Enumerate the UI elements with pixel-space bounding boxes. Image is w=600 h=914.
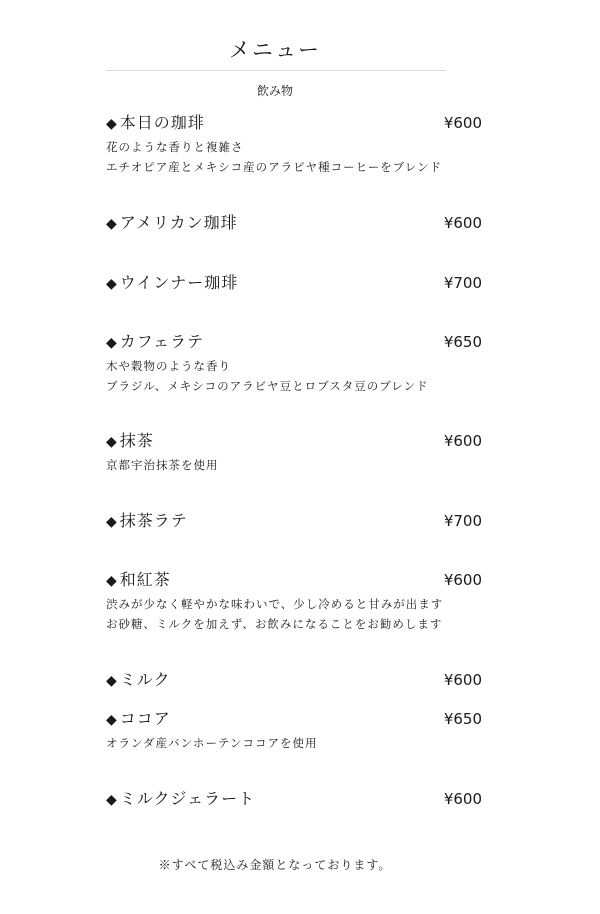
menu-item [106, 567, 482, 634]
diamond-bullet-icon: ◆ [106, 712, 118, 728]
diamond-bullet-icon: ◆ [106, 276, 118, 292]
diamond-bullet-icon: ◆ [106, 514, 118, 530]
diamond-bullet-icon: ◆ [106, 573, 118, 589]
diamond-bullet-icon: ◆ [106, 335, 118, 351]
menu-item [106, 210, 482, 232]
tax-included-note: ※すべて税込み金額となっております。 [158, 858, 392, 872]
diamond-bullet-icon: ◆ [106, 434, 118, 450]
diamond-bullet-icon: ◆ [106, 116, 118, 132]
menu-item-description: 渋みが少なく軽やかな味わいで、少し冷めると甘みが出ます お砂糖、ミルクを加えず、お飲みになることをお勧めします [106, 597, 444, 631]
menu-item [106, 667, 482, 689]
menu-item [106, 270, 482, 292]
menu-item-name: ◆ カフェラテ [106, 332, 204, 351]
menu-item-description: 木や穀物のような香り ブラジル、メキシコのアラビヤ豆とロブスタ豆のブレンド [106, 359, 429, 393]
menu-item-name: ◆ ミルクジェラート [106, 789, 256, 808]
diamond-bullet-icon: ◆ [106, 792, 118, 808]
menu-item-price: ¥700 [443, 274, 482, 292]
menu-item-price: ¥600 [443, 114, 482, 132]
menu-item-price: ¥600 [443, 790, 482, 808]
menu-item-name: ◆ ウインナー珈琲 [106, 273, 239, 292]
menu-item-price: ¥600 [443, 571, 482, 589]
diamond-bullet-icon: ◆ [106, 673, 118, 689]
diamond-bullet-icon: ◆ [106, 216, 118, 232]
menu-item-name: ◆ 抹茶 [106, 431, 154, 450]
menu-item-price: ¥600 [443, 671, 482, 689]
menu-item-price: ¥700 [443, 512, 482, 530]
menu-item-name: ◆ アメリカン珈琲 [106, 213, 238, 232]
menu-item [106, 329, 482, 396]
menu-item-price: ¥600 [443, 214, 482, 232]
menu-item [106, 706, 482, 753]
menu-item [106, 428, 482, 475]
menu-item-description: 京都宇治抹茶を使用 [106, 458, 219, 472]
menu-title: メニュー [229, 38, 321, 62]
menu-item-price: ¥650 [443, 710, 482, 728]
menu-item-price: ¥650 [443, 333, 482, 351]
menu-item-name: ◆ 抹茶ラテ [106, 511, 188, 530]
menu-item-name: ◆ ミルク [106, 670, 171, 689]
menu-item-description: 花のような香りと複雑さ エチオピア産とメキシコ産のアラビヤ種コーヒーをブレンド [106, 140, 442, 174]
menu-item-name: ◆ 和紅茶 [106, 570, 171, 589]
section-label-drinks: 飲み物 [256, 84, 293, 98]
menu-item [106, 110, 482, 177]
title-divider [106, 70, 446, 71]
menu-item [106, 508, 482, 530]
menu-item-name: ◆ 本日の珈琲 [106, 113, 205, 132]
menu-item-description: オランダ産バンホーテンココアを使用 [106, 736, 318, 750]
menu-item-name: ◆ ココア [106, 709, 171, 728]
menu-item [106, 786, 482, 808]
menu-item-price: ¥600 [443, 432, 482, 450]
